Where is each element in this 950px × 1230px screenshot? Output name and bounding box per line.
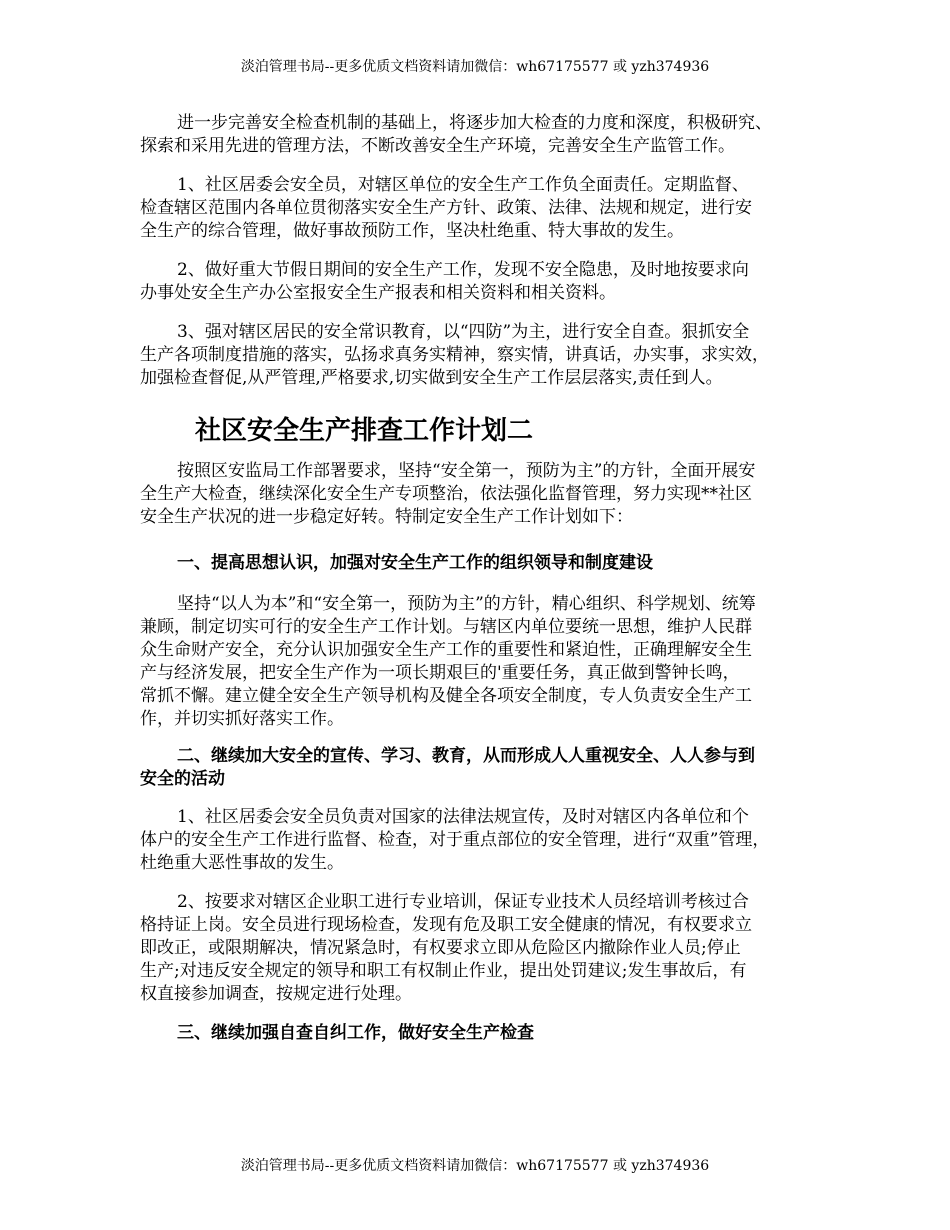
- section-heading-line: 一、提高思想认识，加强对安全生产工作的组织领导和制度建设: [177, 553, 653, 573]
- paragraph-line: 作，并切实抓好落实工作。: [140, 709, 344, 729]
- paragraph-line: 加强检查督促,从严管理,严格要求,切实做到安全生产工作层层落实,责任到人。: [140, 368, 723, 388]
- paragraph-line: 众生命财产安全，充分认识加强安全生产工作的重要性和紧迫性，正确理解安全生: [140, 640, 752, 660]
- paragraph-line: 进一步完善安全检查机制的基础上，将逐步加大检查的力度和深度，积极研究、: [177, 113, 772, 133]
- paragraph-line: 全生产的综合管理，做好事故预防工作，坚决杜绝重、特大事故的发生。: [140, 221, 684, 241]
- section-title-line: 社区安全生产排查工作计划二: [195, 416, 534, 446]
- paragraph: [140, 460, 830, 529]
- section-title: [195, 414, 885, 448]
- paragraph-line: 探索和采用先进的管理方法，不断改善安全生产环境，完善安全生产监管工作。: [140, 136, 735, 156]
- paragraph-line: 兼顾，制定切实可行的安全生产工作计划。与辖区内单位要统一思想，维护人民群: [140, 617, 752, 637]
- paragraph-line: 按照区安监局工作部署要求，坚持“安全第一，预防为主”的方针，全面开展安: [177, 461, 756, 481]
- section-heading-line: 三、继续加强自查自纠工作，做好安全生产检查: [177, 1023, 534, 1043]
- paragraph: [140, 806, 830, 875]
- paragraph-line: 3、强对辖区居民的安全常识教育，以“四防”为主，进行安全自查。狠抓安全: [177, 322, 750, 342]
- paragraph: [140, 259, 830, 305]
- section-heading-line: 二、继续加大安全的宣传、学习、教育，从而形成人人重视安全、人人参与到: [177, 746, 755, 766]
- paragraph-line: 2、做好重大节假日期间的安全生产工作，发现不安全隐患，及时地按要求向: [177, 260, 749, 280]
- paragraph: [140, 112, 830, 158]
- paragraph: [140, 593, 830, 731]
- section-heading: [140, 1022, 830, 1045]
- paragraph-line: 杜绝重大恶性事故的发生。: [140, 853, 344, 873]
- paragraph-line: 办事处安全生产办公室报安全生产报表和相关资料和相关资料。: [140, 283, 616, 303]
- page-footer: 淡泊管理书局--更多优质文档资料请加微信：wh67175577 或 yzh374936: [240, 1158, 710, 1174]
- paragraph-line: 1、社区居委会安全员，对辖区单位的安全生产工作负全面责任。定期监督、: [177, 175, 749, 195]
- paragraph-line: 产与经济发展，把安全生产作为一项长期艰巨的'重要任务，真正做到警钟长鸣，: [140, 663, 740, 683]
- paragraph-line: 生产各项制度措施的落实，弘扬求真务实精神，察实情，讲真话，办实事，求实效，: [140, 345, 769, 365]
- paragraph: [140, 321, 830, 390]
- paragraph-line: 坚持“以人为本”和“安全第一，预防为主”的方针，精心组织、科学规划、统筹: [177, 594, 756, 614]
- section-heading: [140, 552, 830, 575]
- paragraph-line: 格持证上岗。安全员进行现场检查，发现有危及职工安全健康的情况，有权要求立: [140, 915, 752, 935]
- paragraph-line: 生产;对违反安全规定的领导和职工有权制止作业，提出处罚建议;发生事故后，有: [140, 961, 747, 981]
- paragraph-line: 权直接参加调查，按规定进行处理。: [140, 984, 412, 1004]
- paragraph: [140, 891, 830, 1006]
- paragraph-line: 全生产大检查，继续深化安全生产专项整治，依法强化监督管理，努力实现**社区: [140, 484, 752, 504]
- page-header: 淡泊管理书局--更多优质文档资料请加微信：wh67175577 或 yzh374936: [240, 59, 710, 75]
- section-heading-line: 安全的活动: [140, 769, 225, 789]
- paragraph-line: 即改正，或限期解决，情况紧急时，有权要求立即从危险区内撤除作业人员;停止: [140, 938, 741, 958]
- paragraph-line: 常抓不懈。建立健全安全生产领导机构及健全各项安全制度，专人负责安全生产工: [140, 686, 752, 706]
- paragraph-line: 体户的安全生产工作进行监督、检查，对于重点部位的安全管理，进行“双重”管理，: [140, 830, 770, 850]
- paragraph-line: 检查辖区范围内各单位贯彻落实安全生产方针、政策、法律、法规和规定，进行安: [140, 198, 752, 218]
- paragraph: [140, 174, 830, 243]
- paragraph-line: 2、按要求对辖区企业职工进行专业培训，保证专业技术人员经培训考核过合: [177, 892, 749, 912]
- section-heading: [140, 745, 830, 791]
- paragraph-line: 1、社区居委会安全员负责对国家的法律法规宣传，及时对辖区内各单位和个: [177, 807, 749, 827]
- paragraph-line: 安全生产状况的进一步稳定好转。特制定安全生产工作计划如下：: [140, 507, 633, 527]
